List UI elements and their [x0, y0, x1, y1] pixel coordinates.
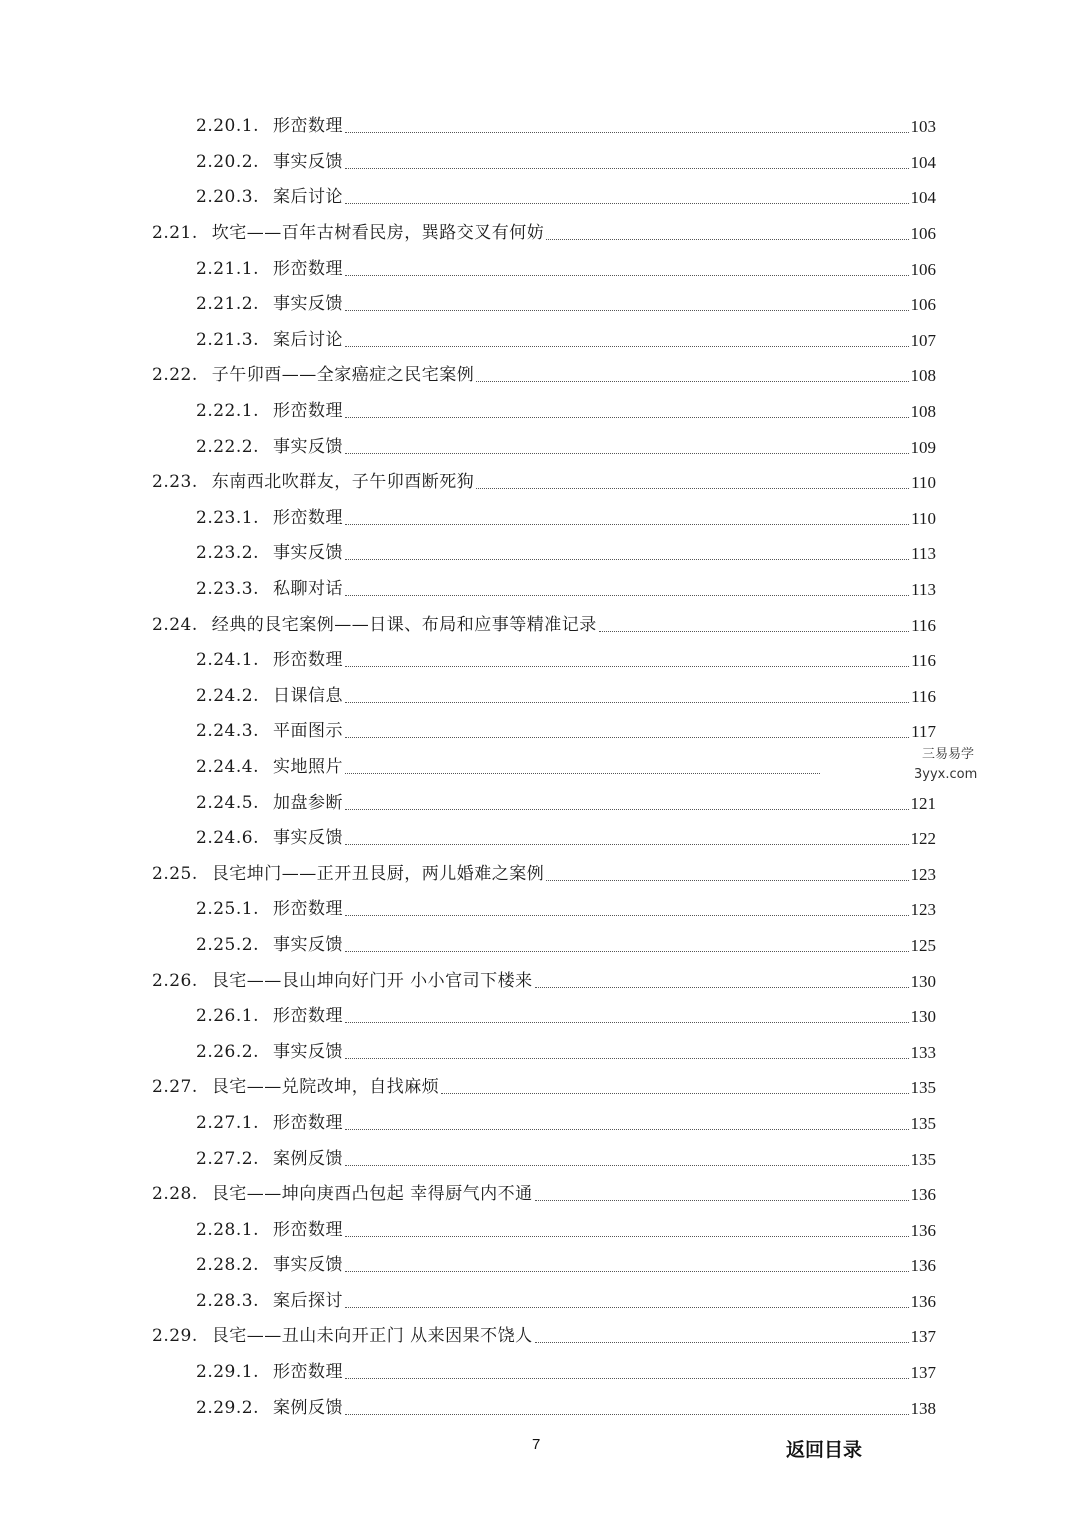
toc-title: 形峦数理	[272, 1112, 343, 1133]
toc-dot-leader	[345, 1129, 909, 1130]
toc-subsection-row[interactable]	[0, 429, 1080, 465]
toc-number: 2.28.3.	[196, 1290, 259, 1311]
toc-page-number: 104	[910, 152, 936, 172]
toc-page-number: 113	[911, 544, 936, 564]
toc-section-row[interactable]	[0, 856, 1080, 892]
toc-number: 2.20.3.	[196, 187, 259, 208]
toc-title: 坎宅——百年古树看民房，巽路交叉有何妨	[211, 223, 545, 244]
toc-subsection-row[interactable]	[0, 785, 1080, 821]
toc-page-number: 104	[910, 188, 936, 208]
toc-dot-leader	[345, 1236, 909, 1237]
toc-title: 形峦数理	[272, 1362, 343, 1383]
toc-dot-leader	[345, 559, 909, 560]
toc-subsection-row[interactable]	[0, 536, 1080, 572]
toc-page-number: 137	[910, 1363, 936, 1383]
toc-title: 艮宅坤门——正开丑艮厨，两儿婚难之案例	[211, 863, 545, 884]
toc-section-row[interactable]	[0, 963, 1080, 999]
toc-number: 2.27.	[152, 1077, 198, 1098]
toc-page-number: 135	[910, 1149, 936, 1169]
toc-dot-leader	[345, 1022, 909, 1023]
toc-page-number: 110	[911, 473, 936, 493]
toc-subsection-row[interactable]	[0, 999, 1080, 1035]
toc-number: 2.24.1.	[196, 650, 259, 671]
toc-number: 2.27.1.	[196, 1112, 259, 1133]
toc-dot-leader	[345, 773, 820, 774]
toc-dot-leader	[345, 844, 909, 845]
toc-title: 事实反馈	[272, 828, 343, 849]
back-to-toc-link[interactable]: 返回目录	[786, 1439, 863, 1461]
toc-page-number: 135	[910, 1113, 936, 1133]
toc-number: 2.28.	[152, 1184, 198, 1205]
toc-subsection-row[interactable]	[0, 1390, 1080, 1426]
toc-page-number: 106	[910, 224, 936, 244]
toc-dot-leader	[345, 1414, 909, 1415]
toc-page-number: 103	[910, 117, 936, 137]
toc-subsection-row[interactable]	[0, 251, 1080, 287]
toc-section-row[interactable]	[0, 607, 1080, 643]
toc-page-number: 116	[911, 651, 936, 671]
toc-title: 形峦数理	[272, 1219, 343, 1240]
toc-title: 事实反馈	[272, 543, 343, 564]
toc-title: 形峦数理	[272, 258, 343, 279]
toc-page-number: 136	[910, 1291, 936, 1311]
toc-subsection-row[interactable]	[0, 1141, 1080, 1177]
toc-subsection-row[interactable]	[0, 1248, 1080, 1284]
toc-dot-leader	[345, 1058, 909, 1059]
toc-dot-leader	[345, 417, 909, 418]
toc-dot-leader	[345, 346, 909, 347]
toc-number: 2.28.2.	[196, 1255, 259, 1276]
watermark-url: 3yyx.com	[914, 767, 978, 782]
toc-title: 形峦数理	[272, 507, 343, 528]
toc-dot-leader	[546, 880, 908, 881]
toc-number: 2.25.	[152, 863, 198, 884]
toc-number: 2.24.4.	[196, 756, 259, 777]
toc-title: 私聊对话	[272, 579, 343, 600]
toc-dot-leader	[345, 595, 909, 596]
toc-subsection-row[interactable]	[0, 394, 1080, 430]
toc-title: 子午卯酉——全家癌症之民宅案例	[211, 365, 475, 386]
toc-page-number: 130	[910, 971, 936, 991]
toc-title: 形峦数理	[272, 401, 343, 422]
toc-page-number: 109	[910, 437, 936, 457]
toc-dot-leader	[441, 1093, 908, 1094]
toc-number: 2.25.2.	[196, 934, 259, 955]
toc-title: 案后讨论	[272, 187, 343, 208]
toc-subsection-row[interactable]	[0, 323, 1080, 359]
toc-title: 艮宅——兑院改坤，自找麻烦	[211, 1077, 440, 1098]
toc-number: 2.21.1.	[196, 258, 259, 279]
toc-page-number: 108	[910, 402, 936, 422]
toc-section-row[interactable]	[0, 358, 1080, 394]
toc-dot-leader	[345, 453, 909, 454]
toc-dot-leader	[345, 275, 909, 276]
toc-dot-leader	[345, 203, 909, 204]
toc-number: 2.22.1.	[196, 401, 259, 422]
toc-dot-leader	[535, 1200, 909, 1201]
toc-dot-leader	[345, 1307, 909, 1308]
toc-number: 2.25.1.	[196, 899, 259, 920]
toc-number: 2.24.6.	[196, 828, 259, 849]
toc-number: 2.26.2.	[196, 1041, 259, 1062]
toc-title: 形峦数理	[272, 116, 343, 137]
toc-dot-leader	[476, 381, 908, 382]
toc-subsection-row[interactable]	[0, 892, 1080, 928]
toc-dot-leader	[345, 1271, 909, 1272]
toc-page-number: 110	[911, 508, 936, 528]
toc-section-row[interactable]	[0, 1319, 1080, 1355]
toc-number: 2.21.2.	[196, 294, 259, 315]
toc-dot-leader	[345, 1378, 909, 1379]
toc-subsection-row[interactable]	[0, 501, 1080, 537]
page-number: 7	[532, 1436, 541, 1453]
toc-title: 形峦数理	[272, 899, 343, 920]
toc-subsection-row[interactable]	[0, 145, 1080, 181]
toc-number: 2.23.2.	[196, 543, 259, 564]
toc-number: 2.24.	[152, 614, 198, 635]
toc-dot-leader	[345, 951, 909, 952]
toc-title: 经典的艮宅案例——日课、布局和应事等精准记录	[211, 614, 597, 635]
toc-title: 加盘参断	[272, 792, 343, 813]
toc-dot-leader	[546, 239, 908, 240]
toc-subsection-row[interactable]	[0, 180, 1080, 216]
toc-page-number: 106	[910, 295, 936, 315]
toc-dot-leader	[476, 488, 909, 489]
toc-title: 东南西北吹群友，子午卯酉断死狗	[211, 472, 475, 493]
toc-page-number: 125	[910, 935, 936, 955]
toc-title: 实地照片	[272, 756, 343, 777]
toc-title: 案后探讨	[272, 1290, 343, 1311]
toc-page-number: 136	[910, 1220, 936, 1240]
toc-number: 2.24.5.	[196, 792, 259, 813]
toc-dot-leader	[345, 524, 909, 525]
toc-page-number: 123	[910, 900, 936, 920]
toc-subsection-row[interactable]	[0, 287, 1080, 323]
toc-number: 2.23.1.	[196, 507, 259, 528]
toc-number: 2.29.	[152, 1326, 198, 1347]
toc-dot-leader	[599, 631, 909, 632]
toc-page-number: 121	[910, 793, 936, 813]
toc-dot-leader	[345, 168, 909, 169]
toc-page-number: 133	[910, 1042, 936, 1062]
toc-number: 2.21.	[152, 223, 198, 244]
toc-number: 2.23.3.	[196, 579, 259, 600]
toc-title: 艮宅——坤向庚酉凸包起 幸得厨气内不通	[211, 1184, 533, 1205]
toc-dot-leader	[345, 915, 909, 916]
toc-page-number: 137	[910, 1327, 936, 1347]
toc-title: 平面图示	[272, 721, 343, 742]
toc-title: 事实反馈	[272, 1041, 343, 1062]
toc-page-number: 107	[910, 330, 936, 350]
toc-section-row[interactable]	[0, 465, 1080, 501]
toc-subsection-row[interactable]	[0, 109, 1080, 145]
toc-page-number: 122	[910, 829, 936, 849]
toc-dot-leader	[535, 987, 909, 988]
toc-page-number: 135	[910, 1078, 936, 1098]
toc-dot-leader	[345, 666, 909, 667]
toc-title: 事实反馈	[272, 436, 343, 457]
toc-number: 2.24.2.	[196, 685, 259, 706]
toc-title: 艮宅——丑山未向开正门 从来因果不饶人	[211, 1326, 533, 1347]
toc-number: 2.20.1.	[196, 116, 259, 137]
toc-section-row[interactable]	[0, 1177, 1080, 1213]
toc-title: 案例反馈	[272, 1148, 343, 1169]
toc-subsection-row[interactable]	[0, 572, 1080, 608]
toc-number: 2.24.3.	[196, 721, 259, 742]
toc-section-row[interactable]	[0, 216, 1080, 252]
toc-subsection-row[interactable]	[0, 1212, 1080, 1248]
toc-page-number: 108	[910, 366, 936, 386]
toc-number: 2.23.	[152, 472, 198, 493]
toc-dot-leader	[345, 702, 909, 703]
toc-title: 形峦数理	[272, 1006, 343, 1027]
toc-page-number: 136	[910, 1185, 936, 1205]
toc-page-number: 130	[910, 1007, 936, 1027]
toc-title: 事实反馈	[272, 151, 343, 172]
toc-number: 2.29.2.	[196, 1397, 259, 1418]
toc-page-number: 106	[910, 259, 936, 279]
toc-subsection-row[interactable]	[0, 1034, 1080, 1070]
toc-dot-leader	[345, 310, 909, 311]
toc-subsection-row[interactable]	[0, 928, 1080, 964]
toc-page-number: 113	[911, 580, 936, 600]
toc-title: 案例反馈	[272, 1397, 343, 1418]
toc-subsection-row[interactable]	[0, 821, 1080, 857]
toc-title: 事实反馈	[272, 934, 343, 955]
toc-dot-leader	[345, 1165, 909, 1166]
toc-page-number: 138	[910, 1398, 936, 1418]
toc-number: 2.22.2.	[196, 436, 259, 457]
toc-title: 事实反馈	[272, 1255, 343, 1276]
toc-page-number: 116	[911, 615, 936, 635]
toc-page-number: 117	[911, 722, 936, 742]
toc-title: 事实反馈	[272, 294, 343, 315]
watermark	[914, 745, 994, 785]
toc-number: 2.26.	[152, 970, 198, 991]
toc-number: 2.26.1.	[196, 1006, 259, 1027]
toc-page-number: 123	[910, 864, 936, 884]
toc-dot-leader	[345, 132, 909, 133]
toc-number: 2.28.1.	[196, 1219, 259, 1240]
toc-page-number: 136	[910, 1256, 936, 1276]
toc-title: 形峦数理	[272, 650, 343, 671]
watermark-name: 三易易学	[922, 747, 975, 762]
toc-subsection-row[interactable]	[0, 1284, 1080, 1320]
toc-dot-leader	[345, 737, 909, 738]
toc-dot-leader	[345, 809, 909, 810]
toc-section-row[interactable]	[0, 1070, 1080, 1106]
toc-number: 2.21.3.	[196, 329, 259, 350]
toc-subsection-row[interactable]	[0, 1106, 1080, 1142]
toc-title: 艮宅——艮山坤向好门开 小小官司下楼来	[211, 970, 533, 991]
toc-subsection-row[interactable]	[0, 643, 1080, 679]
toc-number: 2.29.1.	[196, 1362, 259, 1383]
toc-page-number: 116	[911, 686, 936, 706]
toc-title: 日课信息	[272, 685, 343, 706]
toc-number: 2.22.	[152, 365, 198, 386]
toc-subsection-row[interactable]	[0, 1355, 1080, 1391]
toc-dot-leader	[535, 1342, 909, 1343]
toc-number: 2.20.2.	[196, 151, 259, 172]
toc-subsection-row[interactable]	[0, 679, 1080, 715]
toc-title: 案后讨论	[272, 329, 343, 350]
toc-number: 2.27.2.	[196, 1148, 259, 1169]
